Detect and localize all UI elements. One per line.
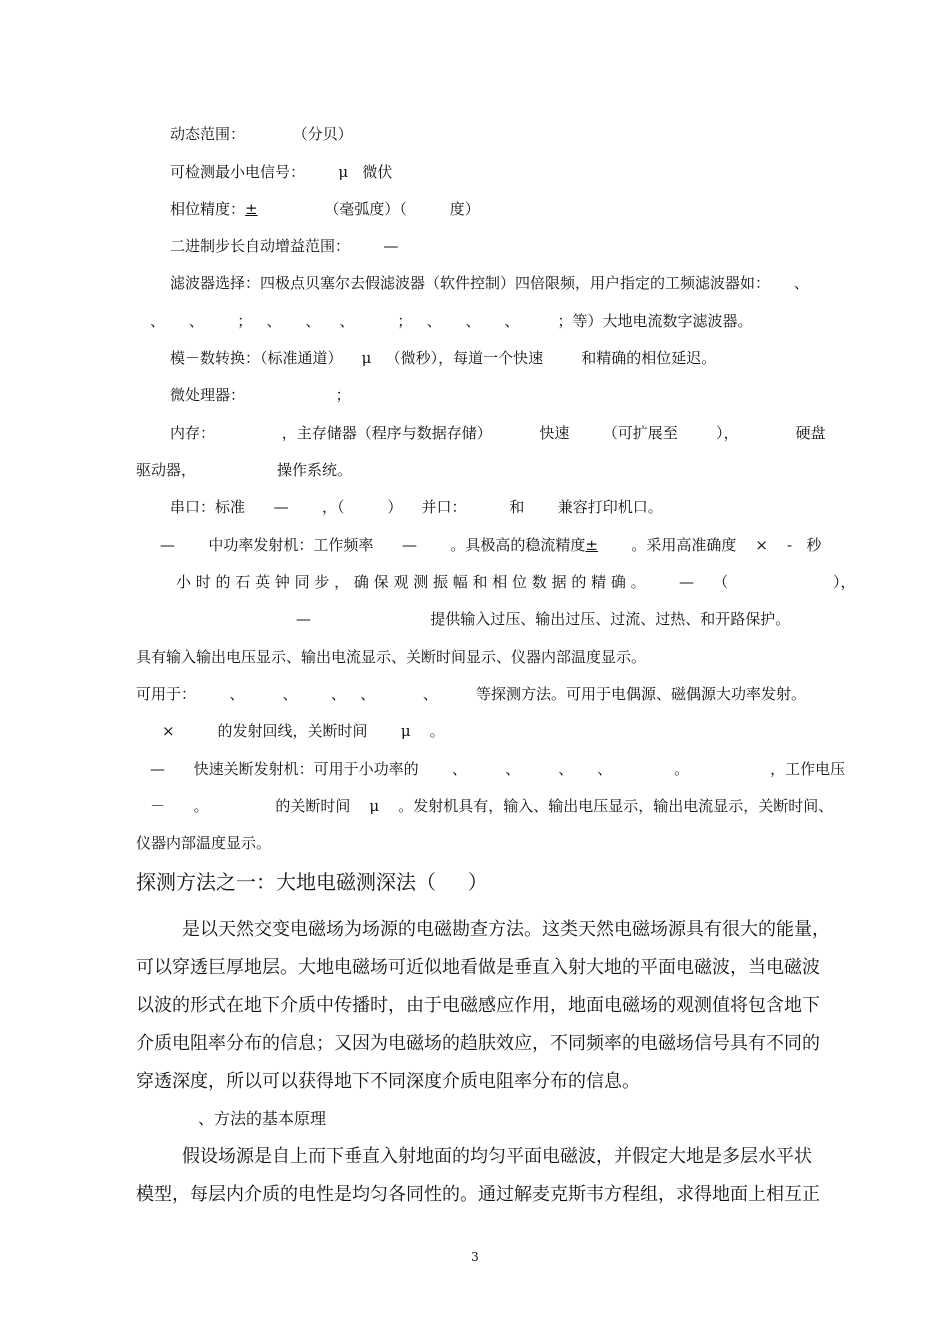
spec-gain-range: 二进制步长自动增益范围： — <box>170 237 399 255</box>
fast-transmitter-line-3: 仪器内部温度显示。 <box>136 834 272 852</box>
subsection-heading: 、方法的基本原理 <box>198 1109 327 1128</box>
paragraph-1-line-5: 穿透深度，所以可以获得地下不同深度介质电阻率分布的信息。 <box>136 1071 640 1092</box>
transmitter-line-5: 可用于： 、 、 、 、 、 等探测方法。可用于电偶源、磁偶源大功率发射。 <box>136 685 807 703</box>
paragraph-1-line-4: 介质电阻率分布的信息；又因为电磁场的趋肤效应，不同频率的电磁场信号具有不同的 <box>136 1033 820 1054</box>
spec-filter-line-2: 、 、 ； 、 、 、 ； 、 、 、 ；等）大地电流数字滤波器。 <box>150 312 753 330</box>
transmitter-line-3: — 提供输入过压、输出过压、过流、过热、和开路保护。 <box>296 610 791 628</box>
section-heading: 探测方法之一：大地电磁测深法（ ） <box>136 870 488 894</box>
paragraph-2-line-2: 模型，每层内介质的电性是均匀各同性的。通过解麦克斯韦方程组，求得地面上相互正 <box>136 1184 820 1205</box>
spec-memory-line-1: 内存： ，主存储器（程序与数据存储） 快速 （可扩展至 ）， 硬盘 <box>170 424 826 442</box>
transmitter-line-1: — 中功率发射机：工作频率 — 。具极高的稳流精度± 。采用高准确度 × - 秒 <box>160 536 822 554</box>
paragraph-1-line-2: 可以穿透巨厚地层。大地电磁场可近似地看做是垂直入射大地的平面电磁波，当电磁波 <box>136 957 820 978</box>
fast-transmitter-line-2: － 。 的关断时间 μ 。发射机具有，输入、输出电压显示，输出电流显示，关断时间、 <box>150 797 834 815</box>
transmitter-line-6: × 的发射回线，关断时间 μ 。 <box>162 722 445 740</box>
paragraph-1-line-1: 是以天然交变电磁场为场源的电磁勘查方法。这类天然电磁场源具有很大的能量， <box>182 919 830 940</box>
spec-phase-accuracy: 相位精度：± （毫弧度）（ 度） <box>170 200 480 218</box>
transmitter-line-4: 具有输入输出电压显示、输出电流显示、关断时间显示、仪器内部温度显示。 <box>136 648 647 666</box>
spec-filter-line-1: 滤波器选择：四极点贝塞尔去假滤波器（软件控制）四倍限频，用户指定的工频滤波器如： 、 <box>170 274 809 292</box>
spec-min-signal: 可检测最小电信号： μ 微伏 <box>170 163 393 181</box>
paragraph-2-line-1: 假设场源是自上而下垂直入射地面的均匀平面电磁波，并假定大地是多层水平状 <box>182 1146 812 1167</box>
paragraph-1-line-3: 以波的形式在地下介质中传播时，由于电磁感应作用，地面电磁场的观测值将包含地下 <box>136 995 820 1016</box>
spec-memory-line-2: 驱动器， 操作系统。 <box>136 461 353 479</box>
fast-transmitter-line-1: — 快速关断发射机：可用于小功率的 、 、 、 、 。 ，工作电压 <box>150 760 846 778</box>
spec-ad-conversion: 模－数转换：（标准通道） μ （微秒），每道一个快速 和精确的相位延迟。 <box>170 349 717 367</box>
spec-dynamic-range: 动态范围： （分贝） <box>170 125 353 143</box>
transmitter-line-2: 小 时 的 石 英 钟 同 步 ， 确 保 观 测 振 幅 和 相 位 数 据 的 精 确 。 — （ ）， <box>176 573 856 591</box>
spec-ports: 串口：标准 — ，（ ） 并口： 和 兼容打印机口。 <box>170 498 663 516</box>
spec-microprocessor: 微处理器： ； <box>170 386 351 404</box>
page-number: 3 <box>471 1250 479 1264</box>
